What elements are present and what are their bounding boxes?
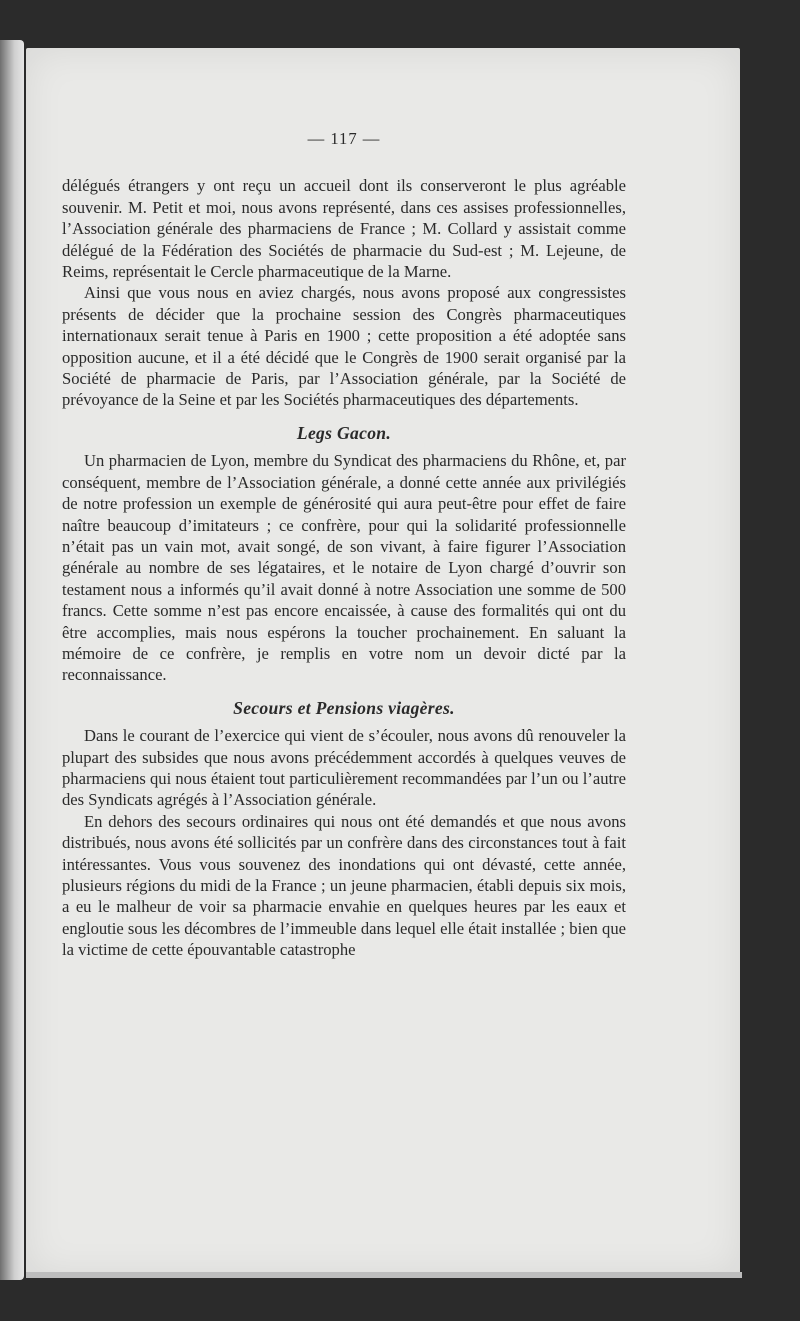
heading-secours-pensions: Secours et Pensions viagères.	[233, 697, 455, 718]
paragraph-subsides: Dans le courant de l’exercice qui vient de s’écouler, nous avons dû renouveler la plupart des subsides que nous avons précédemment accordés à quelques veuves de pharmaciens qui nous étaient tout particulièrement recommandées par l’un ou l’autre des Syndicats agrégés à l’Association générale.	[62, 726, 626, 810]
page-bottom-edge	[26, 1272, 742, 1278]
page-content	[62, 128, 626, 961]
page-number: — 117 —	[307, 129, 381, 148]
adjacent-page-edge	[0, 40, 24, 1280]
paragraph-delegues: délégués étrangers y ont reçu un accueil dont ils conserveront le plus agréable souvenir. M. Petit et moi, nous avons représenté, dans ces assises professionnelles, l’Association générale des pharmaciens de France ; M. Collard y assistait comme délégué de la Fédération des Sociétés de pharmacie du Sud-est ; M. Lejeune, de Reims, représentait le Cercle pharmaceutique de la Marne.	[62, 176, 626, 282]
paragraph-congres: Ainsi que vous nous en aviez chargés, nous avons proposé aux congressistes présents de décider que la prochaine session des Congrès pharmaceutiques internationaux serait tenue à Paris en 1900 ; cette proposition a été adoptée sans opposition aucune, et il a été décidé que le Congrès de 1900 serait organisé par la Société de pharmacie de Paris, par l’Association générale, par la Société de prévoyance de la Seine et par les Sociétés pharmaceutiques des départements.	[62, 283, 626, 410]
paragraph-inondations: En dehors des secours ordinaires qui nous ont été demandés et que nous avons distribués, nous avons été sollicités par un confrère dans des circonstances tout à fait intéressantes. Vous vous souvenez des inondations qui ont dévasté, cette année, plusieurs régions du midi de la France ; un jeune pharmacien, établi depuis six mois, a eu le malheur de voir sa pharmacie envahie en quelques heures par les eaux et engloutie sous les décombres de l’immeuble dans lequel elle était installée ; bien que la victime de cette épouvantable catastrophe	[62, 811, 626, 960]
heading-legs-gacon: Legs Gacon.	[296, 422, 392, 443]
paragraph-legs: Un pharmacien de Lyon, membre du Syndicat des pharmaciens du Rhône, et, par conséquent, membre de l’Association générale, a donné cette année aux privilégiés de notre profession un exemple de générosité qui aura peut-être pour effet de faire naître beaucoup d’imitateurs ; ce confrère, pour qui la solidarité professionnelle n’était pas un vain mot, avait songé, de son vivant, à faire figurer l’Association générale au nombre de ses légataires, et le notaire de Lyon chargé d’ouvrir son testament nous a informés qu’il avait donné à notre Association une somme de 500 francs. Cette somme n’est pas encore encaissée, à cause des formalités qui ont du être accomplies, mais nous espérons la toucher prochainement. En saluant la mémoire de ce confrère, je remplis en votre nom un devoir dicté par la reconnaissance.	[62, 451, 626, 685]
